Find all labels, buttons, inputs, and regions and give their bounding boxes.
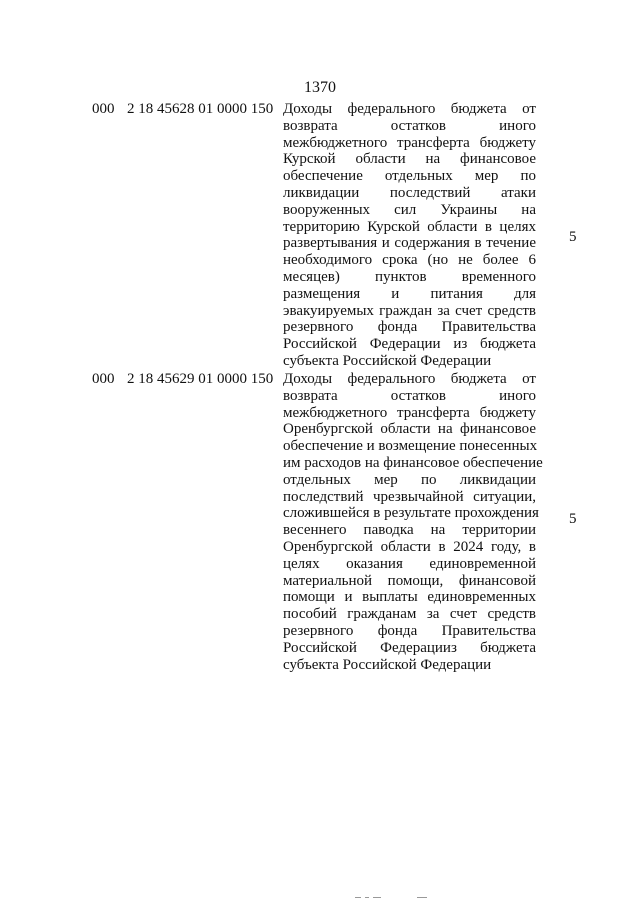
description-line: помощи и выплаты единовременных [283,589,536,606]
description-line: Доходы федерального бюджета от [283,101,536,117]
description-line: резервного фонда Правительства [283,319,536,336]
description-line: необходимого срока (но не более 6 [283,252,536,269]
description-line: Доходы федерального бюджета от [283,371,536,387]
description-line: материальной помощи, финансовой [283,572,536,589]
record-description [283,101,536,370]
budget-classification-code: 2 18 45629 01 0000 150 [127,371,274,387]
scan-artifact [355,897,435,901]
description-line: вооруженных сил Украины на [283,201,536,218]
description-line: весеннего паводка на территории [283,522,536,539]
description-line: ликвидации последствий атаки [283,184,536,201]
admin-code: 000 [92,101,115,117]
description-line: развертывания и содержания в течение [283,235,536,252]
description-line: субъекта Российской Федерации [283,352,492,369]
description-line: резервного фонда Правительства [283,622,536,639]
description-line: территорию Курской области в целях [283,218,536,235]
description-line: межбюджетного трансферта бюджету [283,404,536,421]
description-line: обеспечение отдельных мер по [283,168,536,185]
description-line: межбюджетного трансферта бюджету [283,134,536,151]
description-line: месяцев) пунктов временного [283,268,536,285]
description-line: размещения и питания для [283,285,536,302]
description-line: Российской Федерацииз бюджета [283,639,536,656]
description-line: Российской Федерации из бюджета [283,336,536,353]
description-line: возврата остатков иного [283,117,536,134]
amount-value: 5 [569,229,577,245]
admin-code: 000 [92,371,115,387]
budget-classification-code: 2 18 45628 01 0000 150 [127,101,274,117]
description-line: целях оказания единовременной [283,555,536,572]
description-line: возврата остатков иного [283,387,536,404]
record-description [283,371,543,673]
description-line: Курской области на финансовое [283,151,536,168]
description-line: субъекта Российской Федерации [283,656,492,673]
description-line: отдельных мер по ликвидации [283,471,536,488]
description-line: сложившейся в результате прохождения [283,505,539,522]
page-number: 1370 [304,79,336,96]
description-line: последствий чрезвычайной ситуации, [283,488,536,505]
description-line: Оренбургской области в 2024 году, в [283,538,536,555]
description-line: обеспечение и возмещение понесенных [283,438,538,455]
description-line: пособий гражданам за счет средств [283,606,536,623]
description-line: эвакуируемых граждан за счет средств [283,302,536,319]
description-line: им расходов на финансовое обеспечение [283,454,543,471]
description-line: Оренбургской области на финансовое [283,421,536,438]
amount-value: 5 [569,511,577,527]
